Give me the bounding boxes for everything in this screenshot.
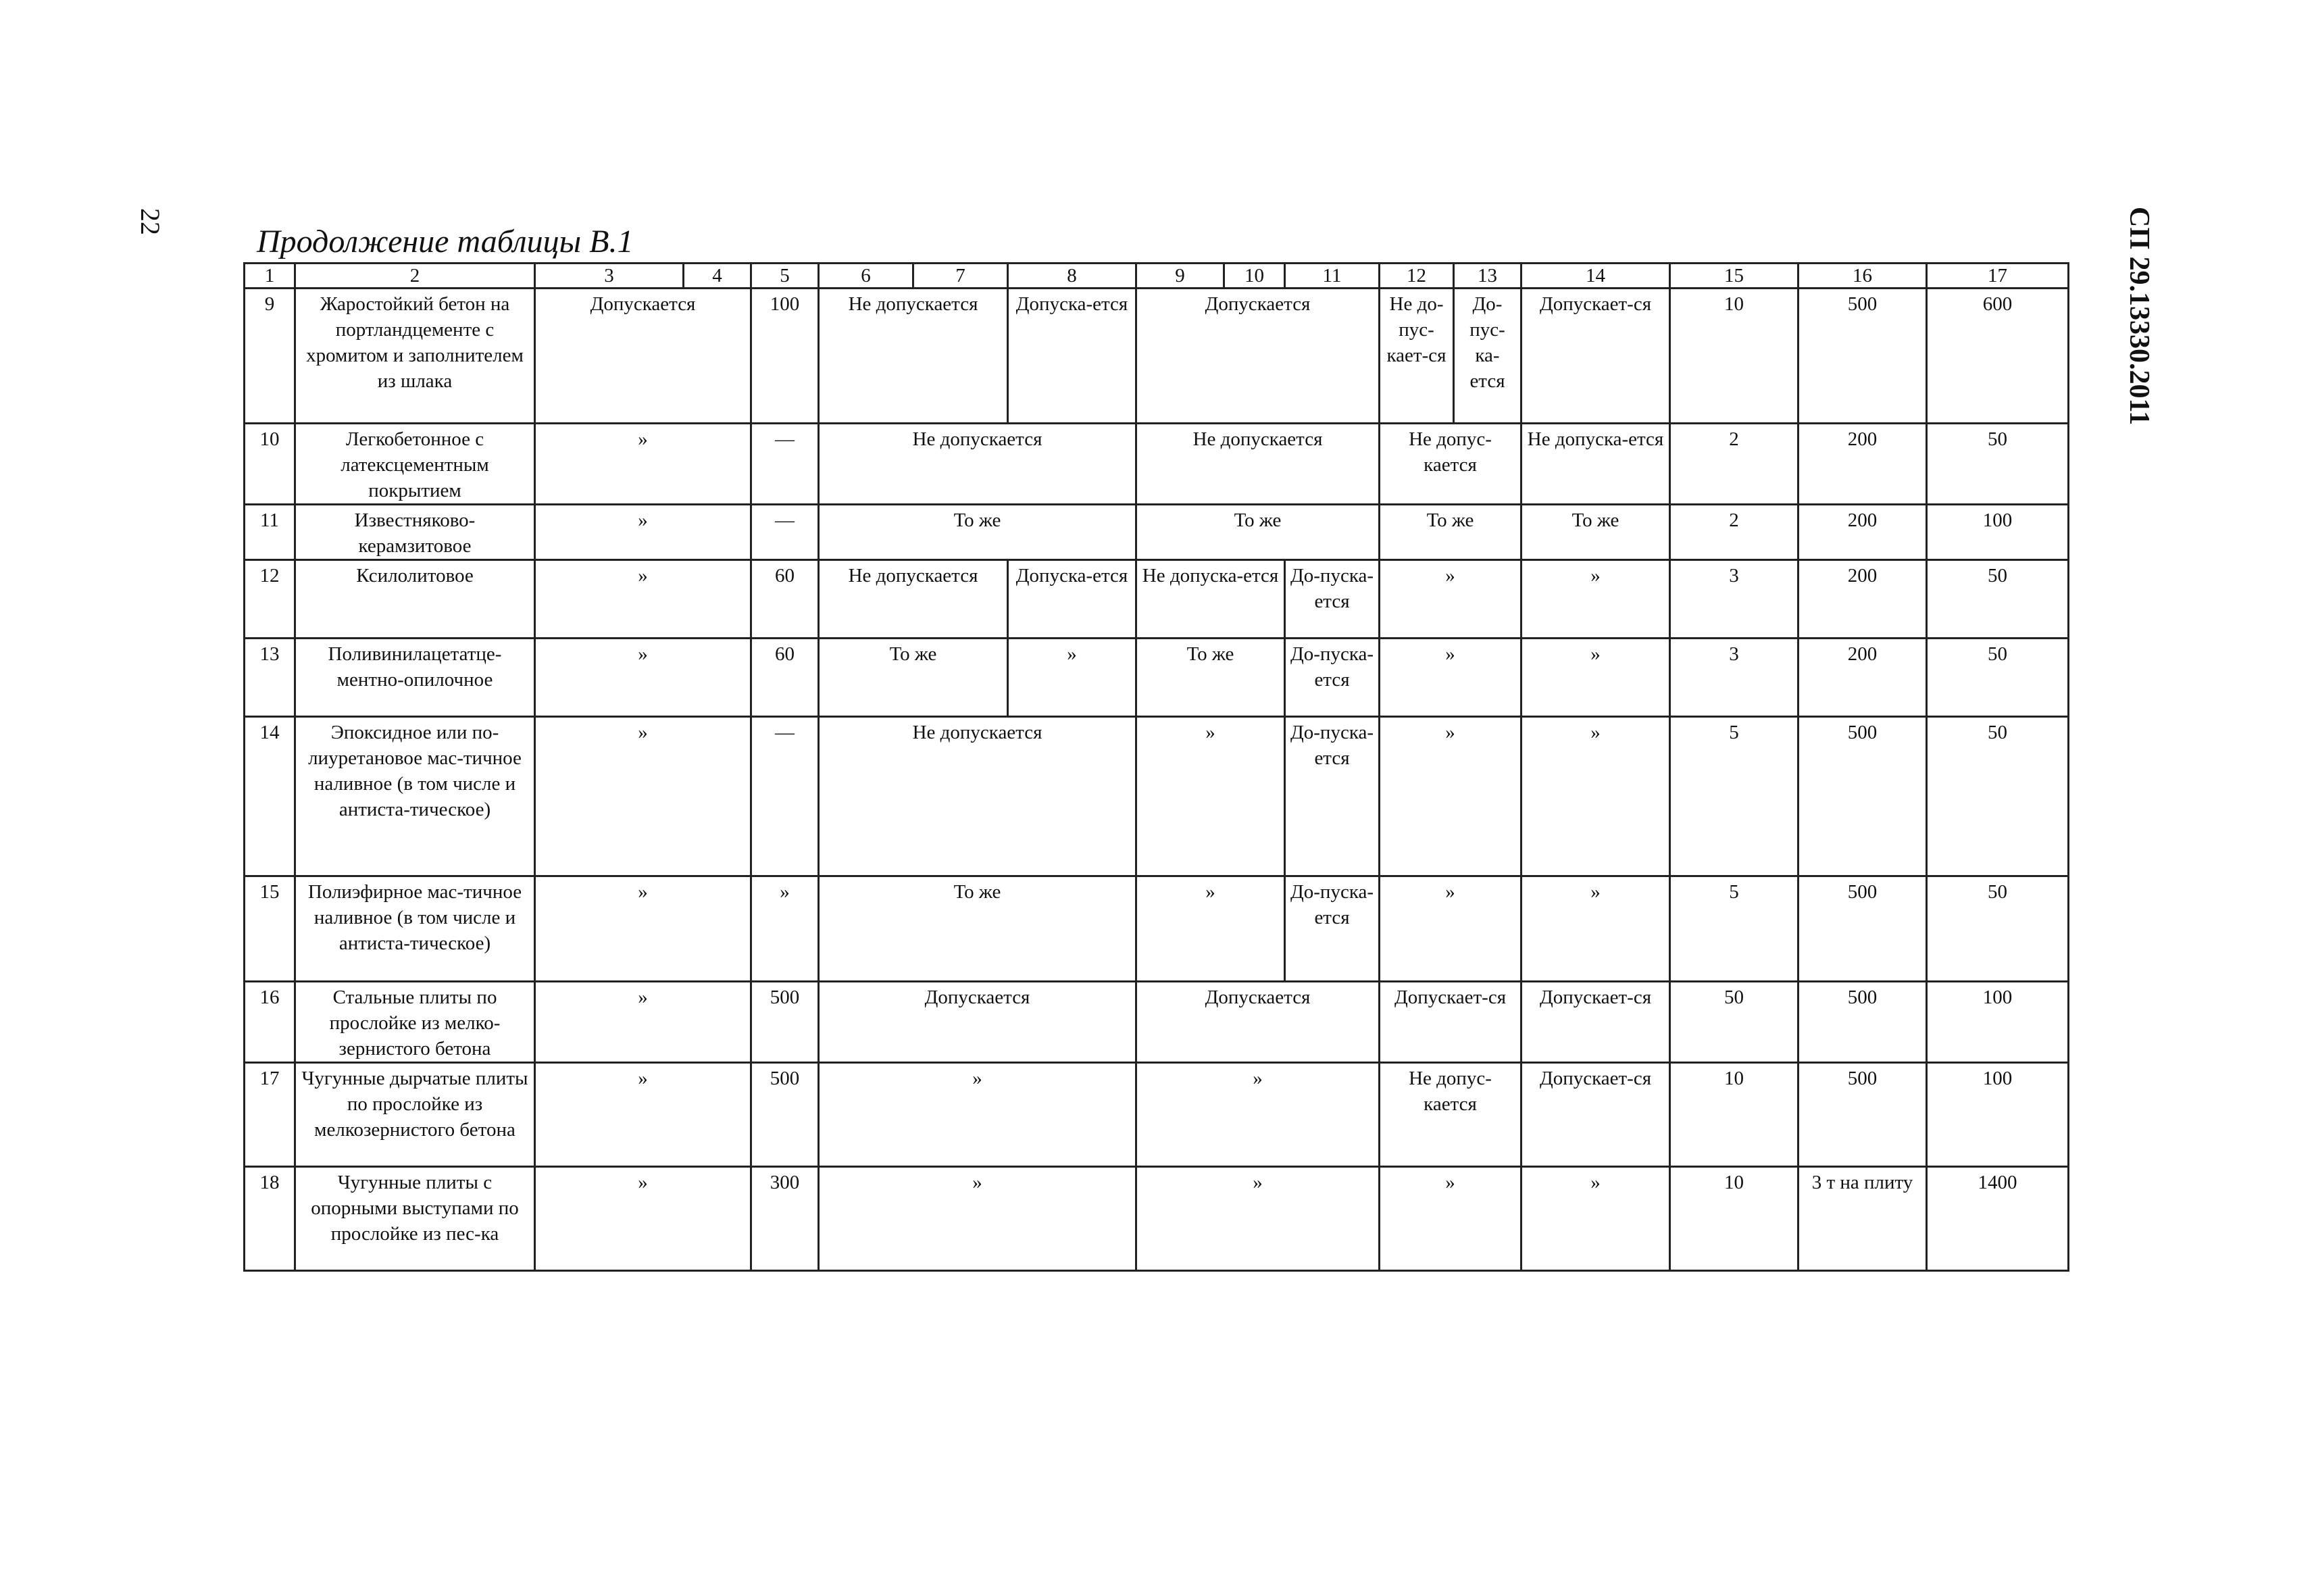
cell-c15: 10 (1670, 1063, 1799, 1167)
col-number: 5 (751, 264, 819, 289)
cell-c6-8: Не допускается (819, 424, 1136, 505)
cell-c12-13: То же (1380, 505, 1521, 560)
table-row (245, 289, 2069, 424)
cell-c5: — (751, 505, 819, 560)
floor-type: Эпоксидное или по-лиуретановое мас-тичное наливное (в том числе и антиста-тическое) (295, 717, 535, 876)
page-number: 22 (135, 208, 166, 235)
cell-c14: » (1521, 560, 1670, 639)
cell-c12-13: » (1380, 876, 1521, 982)
col-number: 9 (1136, 264, 1224, 289)
cell-c6-8: Не допускается (819, 717, 1136, 876)
cell-c3-4: » (535, 1063, 751, 1167)
row-number: 17 (245, 1063, 295, 1167)
cell-c17: 100 (1927, 982, 2069, 1063)
cell-c14: Не допуска-ется (1521, 424, 1670, 505)
cell-c9-11: Не допускается (1136, 424, 1380, 505)
cell-c5: — (751, 717, 819, 876)
cell-c12-13: Допускает-ся (1380, 982, 1521, 1063)
cell-c16: 500 (1799, 717, 1927, 876)
cell-c9-10: Не допуска-ется (1136, 560, 1285, 639)
cell-c5: 500 (751, 982, 819, 1063)
cell-c16: 200 (1799, 639, 1927, 717)
floor-type: Чугунные дырчатые плиты по прослойке из мелкозернистого бетона (295, 1063, 535, 1167)
cell-c17: 1400 (1927, 1167, 2069, 1271)
row-number: 11 (245, 505, 295, 560)
col-number: 12 (1380, 264, 1454, 289)
cell-c9-11: Допускается (1136, 289, 1380, 424)
cell-c14: » (1521, 1167, 1670, 1271)
document-code: СП 29.13330.2011 (2123, 207, 2155, 426)
col-number: 17 (1927, 264, 2069, 289)
cell-c5: — (751, 424, 819, 505)
cell-c14: » (1521, 876, 1670, 982)
table-row (245, 1167, 2069, 1271)
cell-c3-4: » (535, 639, 751, 717)
cell-c11: До-пуска-ется (1285, 639, 1380, 717)
floor-type: Поливинилацетатце-ментно-опилочное (295, 639, 535, 717)
cell-c11: До-пуска-ется (1285, 876, 1380, 982)
col-number: 3 (535, 264, 684, 289)
cell-c5: » (751, 876, 819, 982)
requirements-table (243, 262, 2069, 1272)
cell-c8: Допуска-ется (1008, 560, 1136, 639)
floor-type: Легкобетонное с латексцементным покрытием (295, 424, 535, 505)
floor-type: Полиэфирное мас-тичное наливное (в том числе и антиста-тическое) (295, 876, 535, 982)
cell-c6-8: То же (819, 505, 1136, 560)
table-row (245, 505, 2069, 560)
cell-c9-11: » (1136, 1167, 1380, 1271)
cell-c12-13: » (1380, 560, 1521, 639)
table-caption: Продолжение таблицы В.1 (257, 224, 634, 259)
floor-type: Известняково-керамзитовое (295, 505, 535, 560)
table-row (245, 876, 2069, 982)
cell-c5: 60 (751, 639, 819, 717)
cell-c3-4: » (535, 1167, 751, 1271)
col-number: 15 (1670, 264, 1799, 289)
cell-c16: 500 (1799, 289, 1927, 424)
cell-c15: 10 (1670, 289, 1799, 424)
floor-type: Чугунные плиты с опорными выступами по прослойке из пес-ка (295, 1167, 535, 1271)
cell-c5: 60 (751, 560, 819, 639)
col-number: 10 (1224, 264, 1285, 289)
cell-c3-4: » (535, 505, 751, 560)
cell-c15: 50 (1670, 982, 1799, 1063)
cell-c12-13: Не допус-кается (1380, 424, 1521, 505)
row-number: 14 (245, 717, 295, 876)
col-number: 4 (684, 264, 751, 289)
cell-c9-10: То же (1136, 639, 1285, 717)
cell-c15: 2 (1670, 424, 1799, 505)
cell-c5: 100 (751, 289, 819, 424)
cell-c15: 3 (1670, 639, 1799, 717)
cell-c14: » (1521, 717, 1670, 876)
cell-c17: 100 (1927, 1063, 2069, 1167)
cell-c6-8: Допускается (819, 982, 1136, 1063)
row-number: 15 (245, 876, 295, 982)
cell-c3-4: Допускается (535, 289, 751, 424)
cell-c15: 5 (1670, 717, 1799, 876)
cell-c14: Допускает-ся (1521, 1063, 1670, 1167)
row-number: 18 (245, 1167, 295, 1271)
cell-c15: 2 (1670, 505, 1799, 560)
cell-c6-8: » (819, 1167, 1136, 1271)
cell-c8: » (1008, 639, 1136, 717)
cell-c9-11: Допускается (1136, 982, 1380, 1063)
row-number: 16 (245, 982, 295, 1063)
floor-type: Стальные плиты по прослойке из мелко-зернистого бетона (295, 982, 535, 1063)
cell-c3-4: » (535, 876, 751, 982)
row-number: 12 (245, 560, 295, 639)
col-number: 6 (819, 264, 913, 289)
cell-c16: 500 (1799, 876, 1927, 982)
col-number: 13 (1454, 264, 1521, 289)
cell-c11: До-пуска-ется (1285, 717, 1380, 876)
cell-c9-11: То же (1136, 505, 1380, 560)
cell-c16: 200 (1799, 505, 1927, 560)
cell-c13: До-пус-ка-ется (1454, 289, 1521, 424)
cell-c6-8: То же (819, 876, 1136, 982)
cell-c16: 3 т на плиту (1799, 1167, 1927, 1271)
floor-type: Жаростойкий бетон на портландцементе с хромитом и заполнителем из шлака (295, 289, 535, 424)
table-row (245, 982, 2069, 1063)
cell-c6-8: » (819, 1063, 1136, 1167)
cell-c17: 100 (1927, 505, 2069, 560)
cell-c8: Допуска-ется (1008, 289, 1136, 424)
cell-c17: 50 (1927, 560, 2069, 639)
cell-c3-4: » (535, 982, 751, 1063)
cell-c9-10: » (1136, 876, 1285, 982)
row-number: 13 (245, 639, 295, 717)
table-row (245, 639, 2069, 717)
table-row (245, 1063, 2069, 1167)
cell-c12-13: Не допус-кается (1380, 1063, 1521, 1167)
cell-c15: 10 (1670, 1167, 1799, 1271)
cell-c14: Допускает-ся (1521, 982, 1670, 1063)
col-number: 16 (1799, 264, 1927, 289)
cell-c3-4: » (535, 560, 751, 639)
floor-type: Ксилолитовое (295, 560, 535, 639)
cell-c16: 500 (1799, 1063, 1927, 1167)
col-number: 1 (245, 264, 295, 289)
cell-c16: 500 (1799, 982, 1927, 1063)
cell-c12-13: » (1380, 1167, 1521, 1271)
table-row (245, 560, 2069, 639)
cell-c15: 5 (1670, 876, 1799, 982)
row-number: 9 (245, 289, 295, 424)
cell-c16: 200 (1799, 424, 1927, 505)
cell-c12: Не до-пус-кает-ся (1380, 289, 1454, 424)
col-number: 11 (1285, 264, 1380, 289)
cell-c11: До-пуска-ется (1285, 560, 1380, 639)
cell-c3-4: » (535, 424, 751, 505)
table-row (245, 424, 2069, 505)
cell-c17: 50 (1927, 639, 2069, 717)
cell-c17: 50 (1927, 717, 2069, 876)
col-number: 14 (1521, 264, 1670, 289)
cell-c14: То же (1521, 505, 1670, 560)
col-number: 7 (913, 264, 1008, 289)
cell-c12-13: » (1380, 717, 1521, 876)
cell-c5: 500 (751, 1063, 819, 1167)
cell-c3-4: » (535, 717, 751, 876)
cell-c16: 200 (1799, 560, 1927, 639)
table-row (245, 717, 2069, 876)
cell-c6-7: Не допускается (819, 560, 1008, 639)
cell-c9-11: » (1136, 1063, 1380, 1167)
cell-c17: 600 (1927, 289, 2069, 424)
cell-c17: 50 (1927, 424, 2069, 505)
row-number: 10 (245, 424, 295, 505)
cell-c15: 3 (1670, 560, 1799, 639)
cell-c6-7: Не допускается (819, 289, 1008, 424)
cell-c5: 300 (751, 1167, 819, 1271)
col-number: 2 (295, 264, 535, 289)
cell-c9-10: » (1136, 717, 1285, 876)
cell-c17: 50 (1927, 876, 2069, 982)
col-number: 8 (1008, 264, 1136, 289)
cell-c6-7: То же (819, 639, 1008, 717)
cell-c14: Допускает-ся (1521, 289, 1670, 424)
column-number-row (245, 264, 2069, 289)
cell-c14: » (1521, 639, 1670, 717)
cell-c12-13: » (1380, 639, 1521, 717)
